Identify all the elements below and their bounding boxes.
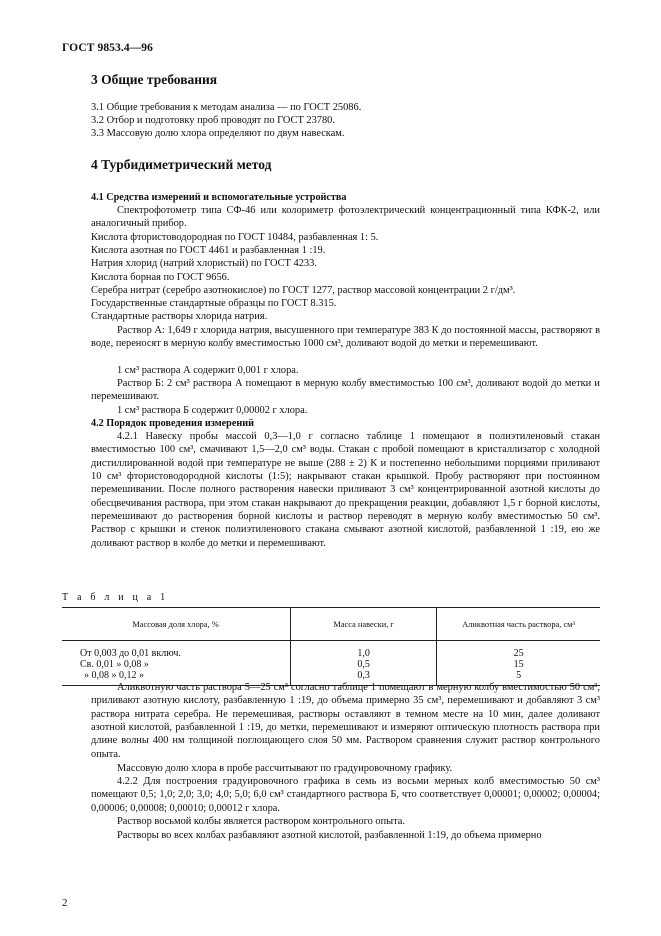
reagent-line-7: Стандартные растворы хлорида натрия.	[91, 311, 268, 322]
table-header-mass: Масса навески, г	[291, 608, 437, 641]
paragraph-solution-b: Раствор Б: 2 см³ раствора А помещают в мерную колбу вместимостью 100 см³, доливают водой до метки и перемешивают.	[91, 378, 600, 403]
subsection-4-1-title: 4.1 Средства измерений и вспомогательные устройства	[91, 192, 347, 203]
paragraph-control: Раствор восьмой колбы является раствором контрольного опыта.	[117, 816, 405, 827]
subsection-4-2-title: 4.2 Порядок проведения измерений	[91, 418, 254, 429]
range-row-3: » 0,08 » 0,12 »	[84, 670, 144, 681]
item-3-1: 3.1 Общие требования к методам анализа — по ГОСТ 25086.	[91, 102, 362, 113]
aliquot-row-2: 15	[513, 659, 524, 670]
table-header-chlorine: Массовая доля хлора, %	[62, 608, 291, 641]
table-cell-ranges	[62, 641, 291, 686]
mass-row-3: 0,3	[357, 670, 370, 681]
paragraph-aliquot: Аликвотную часть раствора 5—25 см³ согласно таблице 1 помещают в мерную колбу вместимостью 50 см³, приливают азотную кислоту, разбавленную 1 :19, до объема примерно 35 см³, перемешивают и добавляют 3 см³ раствора нитрата серебра. Не перемешивая, растворы оставляют в темном месте на 10 мин, далее доливают азотной кислотой, разбавленной 1 :19, до метки, перемешивают и измеряют оптическую плотность раствора при длине волны 400 нм толщиной поглощающего слоя 50 мм. Раствором сравнения служит раствор контрольного опыта.	[91, 682, 600, 760]
paragraph-4-2-1: 4.2.1 Навеску пробы массой 0,3—1,0 г согласно таблице 1 помещают в полиэтиленовый стакан вместимостью 100 см³, смачивают 1,5—2,0 см³ воды. Стакан с пробой помещают в кристаллизатор с холодной дистиллированной водой при температуре не выше (288 ± 2) К и постепенно небольшими порциями приливают 10 см³ фтористоводородной кислоты (1:5); накрывают стакан крышкой. Пробу растворяют при постоянном перемешивании. После полного растворения навески приливают 3 см³ концентрированной азотной кислоты до обесцвечивания раствора, при этом стакан накрывают до прекращения реакции, добавляют 1,5 г борной кислоты, перемешивают до растворения борной кислоты и раствор переводят в мерную колбу вместимостью 50 см³. Раствор с крышки и стенок полиэтиленового стакана смывают азотной кислотой, разбавленной 1 :19, ею же доливают раствор в колбе до метки и перемешивают.	[91, 431, 600, 549]
reagent-line-2: Кислота азотная по ГОСТ 4461 и разбавленная 1 :19.	[91, 245, 326, 256]
table-caption: Т а б л и ц а 1	[62, 592, 169, 603]
aliquot-row-1: 25	[513, 648, 524, 659]
range-row-2: Св. 0,01 » 0,08 »	[80, 659, 149, 670]
mass-row-2: 0,5	[357, 659, 370, 670]
solution-a-content: 1 см³ раствора А содержит 0,001 г хлора.	[117, 365, 299, 376]
reagent-line-5: Серебра нитрат (серебро азотнокислое) по ГОСТ 1277, раствор массовой концентрации 2 г/дм³.	[91, 285, 516, 296]
paragraph-4-2-2: 4.2.2 Для построения градуировочного графика в семь из восьми мерных колб вместимостью 50 см³ помещают 0,5; 1,0; 2,0; 3,0; 4,0; 5,0; 6,0 см³ стандартного раствора Б, что соответствует 0,00001; 0,00002; 0,00004; 0,00006; 0,00008; 0,00010; 0,00012 г хлора.	[91, 776, 600, 814]
reagent-line-3: Натрия хлорид (натрий хлористый) по ГОСТ 4233.	[91, 258, 317, 269]
document-header: ГОСТ 9853.4—96	[62, 42, 153, 54]
range-row-1: От 0,003 до 0,01 включ.	[80, 648, 181, 659]
table-1	[62, 607, 600, 686]
reagent-line-4: Кислота борная по ГОСТ 9656.	[91, 272, 230, 283]
mass-row-1: 1,0	[357, 648, 370, 659]
paragraph-calculation: Массовую долю хлора в пробе рассчитывают по градуировочному графику.	[117, 763, 453, 774]
page-number: 2	[62, 897, 68, 909]
solution-b-content: 1 см³ раствора Б содержит 0,00002 г хлора.	[117, 405, 308, 416]
reagent-line-1: Кислота фтористоводородная по ГОСТ 10484, разбавленная 1: 5.	[91, 232, 379, 243]
section-3-title: 3 Общие требования	[91, 72, 218, 87]
table-cell-aliquots	[437, 641, 600, 686]
table-header-aliquot: Аликвотная часть раствора, см³	[437, 608, 600, 641]
paragraph-dilution: Растворы во всех колбах разбавляют азотной кислотой, разбавленной 1:19, до объема примерно	[117, 830, 542, 841]
paragraph-instrument: Спектрофотометр типа СФ-46 или колориметр фотоэлектрический концентрационный типа КФК-2, или аналогичный прибор.	[91, 205, 600, 230]
section-4-title: 4 Турбидиметрический метод	[91, 157, 272, 172]
table-cell-masses	[291, 641, 437, 686]
paragraph-solution-a: Раствор А: 1,649 г хлорида натрия, высушенного при температуре 383 К до постоянной массы, растворяют в воде, переносят в мерную колбу вместимостью 1000 см³, доливают водой до метки и перемешивают.	[91, 325, 600, 350]
item-3-2: 3.2 Отбор и подготовку проб проводят по ГОСТ 23780.	[91, 115, 335, 126]
item-3-3: 3.3 Массовую долю хлора определяют по двум навескам.	[91, 128, 345, 139]
aliquot-row-3: 5	[516, 670, 522, 681]
reagent-line-6: Государственные стандартные образцы по ГОСТ 8.315.	[91, 298, 337, 309]
